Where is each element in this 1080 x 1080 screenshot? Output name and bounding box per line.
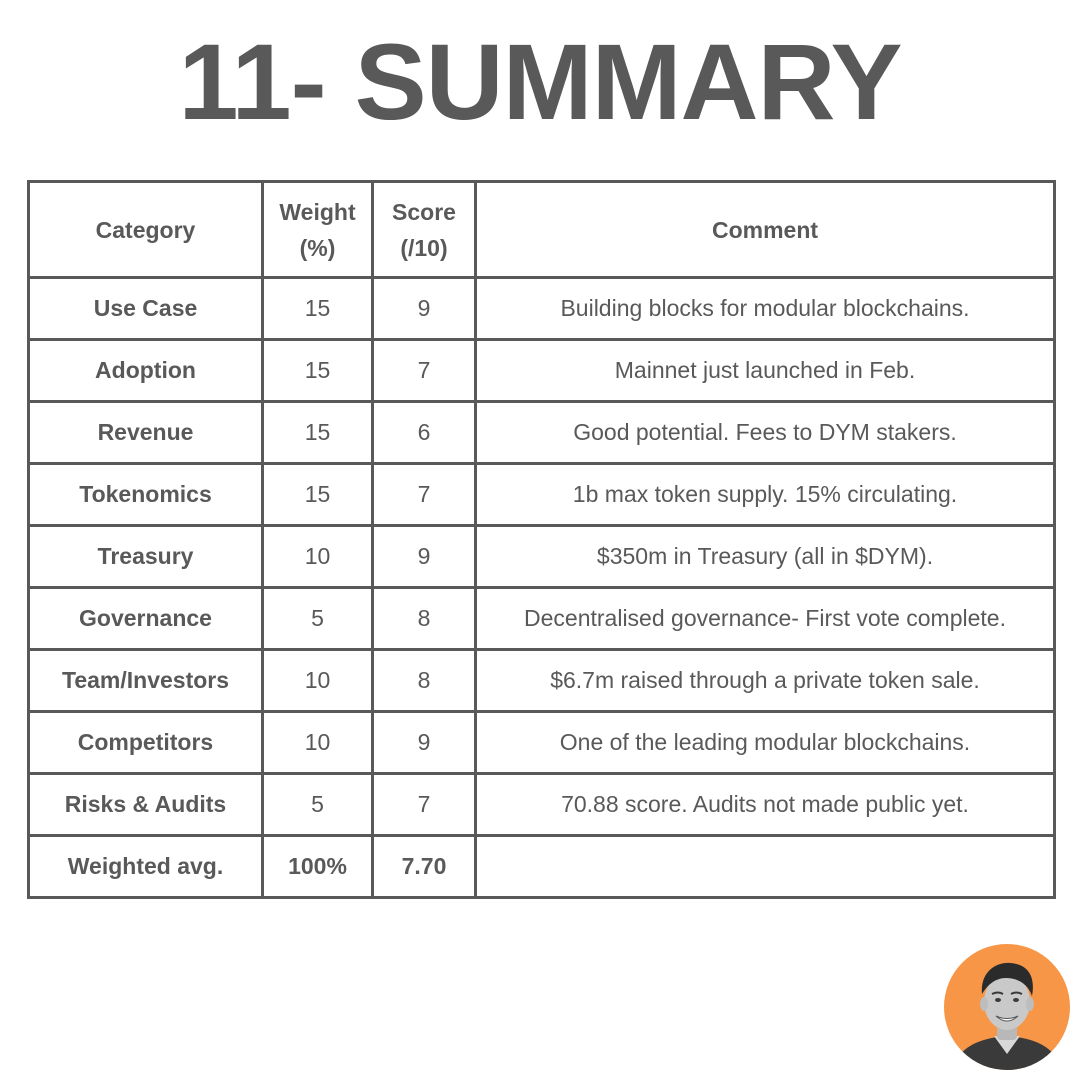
table-row — [29, 712, 1055, 774]
total-weight: 100% — [263, 836, 373, 898]
table-total-row — [29, 836, 1055, 898]
table-row — [29, 588, 1055, 650]
row-score: 6 — [373, 402, 476, 464]
author-avatar — [944, 944, 1070, 1070]
page-title: 11- SUMMARY — [178, 21, 902, 142]
row-weight: 10 — [263, 526, 373, 588]
row-weight: 15 — [263, 278, 373, 340]
row-weight: 5 — [263, 774, 373, 836]
row-score: 9 — [373, 712, 476, 774]
row-category: Governance — [29, 588, 263, 650]
row-weight: 10 — [263, 650, 373, 712]
row-comment: 70.88 score. Audits not made public yet. — [476, 774, 1055, 836]
row-comment: 1b max token supply. 15% circulating. — [476, 464, 1055, 526]
table-row — [29, 526, 1055, 588]
row-score: 8 — [373, 650, 476, 712]
row-weight: 15 — [263, 464, 373, 526]
row-score: 9 — [373, 278, 476, 340]
header-score — [373, 182, 476, 278]
row-weight: 15 — [263, 340, 373, 402]
header-weight-line1: Weight — [279, 198, 356, 225]
table-row — [29, 650, 1055, 712]
table-row — [29, 402, 1055, 464]
row-comment: Building blocks for modular blockchains. — [476, 278, 1055, 340]
header-comment: Comment — [476, 182, 1055, 278]
row-score: 9 — [373, 526, 476, 588]
row-category: Adoption — [29, 340, 263, 402]
row-comment: Decentralised governance- First vote complete. — [476, 588, 1055, 650]
row-comment: $350m in Treasury (all in $DYM). — [476, 526, 1055, 588]
total-comment — [476, 836, 1055, 898]
row-weight: 15 — [263, 402, 373, 464]
row-category: Revenue — [29, 402, 263, 464]
row-category: Competitors — [29, 712, 263, 774]
row-score: 7 — [373, 774, 476, 836]
row-category: Use Case — [29, 278, 263, 340]
row-weight: 5 — [263, 588, 373, 650]
table-row — [29, 340, 1055, 402]
row-category: Risks & Audits — [29, 774, 263, 836]
row-category: Treasury — [29, 526, 263, 588]
header-score-line2: (/10) — [400, 234, 448, 261]
row-weight: 10 — [263, 712, 373, 774]
row-comment: One of the leading modular blockchains. — [476, 712, 1055, 774]
row-category: Tokenomics — [29, 464, 263, 526]
row-comment: Good potential. Fees to DYM stakers. — [476, 402, 1055, 464]
total-category: Weighted avg. — [29, 836, 263, 898]
table-header-row — [29, 182, 1055, 278]
header-category: Category — [29, 182, 263, 278]
header-score-line1: Score — [392, 198, 456, 225]
total-score: 7.70 — [373, 836, 476, 898]
avatar-portrait-icon — [944, 944, 1070, 1070]
row-category: Team/Investors — [29, 650, 263, 712]
header-weight — [263, 182, 373, 278]
row-comment: Mainnet just launched in Feb. — [476, 340, 1055, 402]
row-comment: $6.7m raised through a private token sale. — [476, 650, 1055, 712]
table-row — [29, 464, 1055, 526]
row-score: 7 — [373, 464, 476, 526]
header-weight-line2: (%) — [299, 234, 336, 261]
summary-table — [27, 180, 1056, 899]
table-row — [29, 278, 1055, 340]
row-score: 7 — [373, 340, 476, 402]
table-row — [29, 774, 1055, 836]
row-score: 8 — [373, 588, 476, 650]
